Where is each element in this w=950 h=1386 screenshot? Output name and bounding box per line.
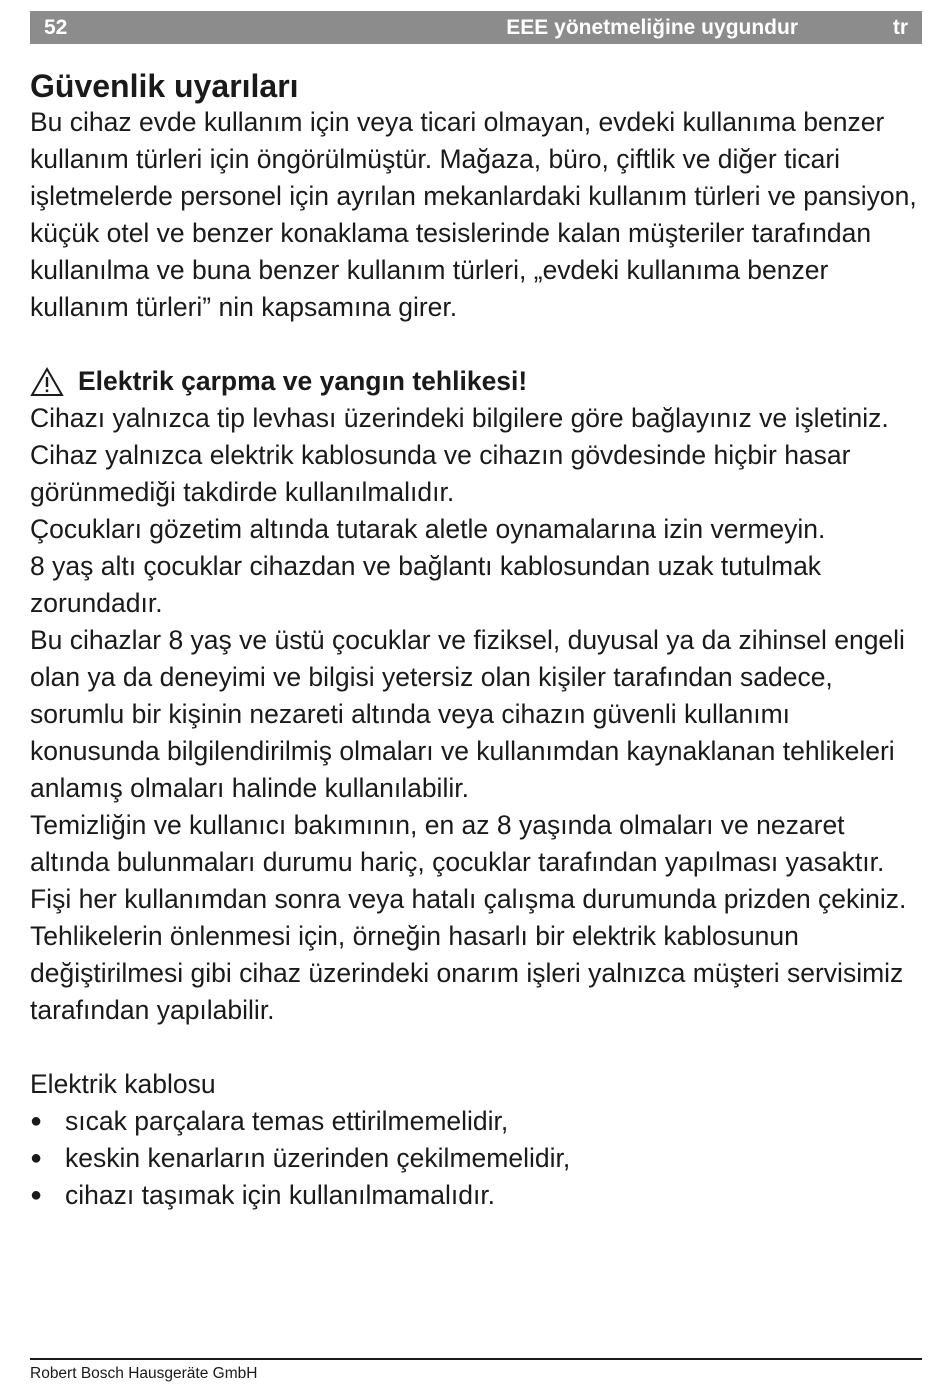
language-code: tr (892, 16, 908, 39)
list-item-text: cihazı taşımak için kullanılmamalıdır. (65, 1180, 496, 1210)
warning-paragraph: Bu cihazlar 8 yaş ve üstü çocuklar ve fiziksel, duyusal ya da zihinsel engeli olan ya da deneyimi ve bilgisi yetersiz olan kişiler tarafından sadece, sorumlu bir kişinin nezareti altında veya cihazın güvenli kullanımı konusunda bilgilendirilmiş olmaları ve kullanımdan kaynaklanan tehlikeleri anlamış olmaları halinde kullanılabilir. (30, 625, 905, 803)
warning-heading (30, 363, 925, 400)
list-item-text: sıcak parçalara temas ettirilmemelidir, (65, 1106, 509, 1136)
bullet-icon: ● (30, 1110, 43, 1132)
list-item (30, 1177, 925, 1214)
warning-heading-text: Elektrik çarpma ve yangın tehlikesi! (78, 366, 528, 396)
list-item (30, 1140, 925, 1177)
warning-paragraph: Temizliğin ve kullanıcı bakımının, en az 8 yaşında olmaları ve nezaret altında bulunmaları durumu hariç, çocuklar tarafından yapılması yasaktır. (30, 810, 885, 877)
warning-paragraph: 8 yaş altı çocuklar cihazdan ve bağlantı kablosundan uzak tutulmak zorundadır. (30, 551, 822, 618)
list-item-text: keskin kenarların üzerinden çekilmemelidir, (65, 1143, 571, 1173)
cord-label: Elektrik kablosu (30, 1069, 216, 1099)
running-title: EEE yönetmeliğine uygundur (506, 16, 798, 39)
bullet-icon: ● (30, 1147, 43, 1169)
warning-paragraph: Tehlikelerin önlenmesi için, örneğin hasarlı bir elektrik kablosunun değiştirilmesi gibi cihaz üzerindeki onarım işleri yalnızca müşteri servisimiz tarafından yapılabilir. (30, 921, 904, 1025)
warning-paragraph: Fişi her kullanımdan sonra veya hatalı çalışma durumunda prizden çekiniz. (30, 884, 907, 914)
bullet-icon: ● (30, 1184, 43, 1206)
section-title: Güvenlik uyarıları (30, 68, 299, 104)
warning-triangle-icon (30, 367, 64, 397)
page-number: 52 (44, 16, 68, 39)
list-item (30, 1103, 925, 1140)
warning-paragraph: Çocukları gözetim altında tutarak aletle oynamalarına izin vermeyin. (30, 514, 826, 544)
footer-divider (30, 1358, 922, 1360)
page-header-bar (30, 11, 922, 44)
intro-paragraph: Bu cihaz evde kullanım için veya ticari olmayan, evdeki kullanıma benzer kullanım türleri için öngörülmüştür. Mağaza, büro, çiftlik ve diğer ticari işletmelerde personel için ayrılan mekanlardaki kullanım türleri ve pansiyon, küçük otel ve benzer konaklama tesislerinde kalan müşteriler tarafından kullanılma ve buna benzer kullanım türleri, „evdeki kullanıma benzer kullanım türleri” nin kapsamına girer. (30, 107, 917, 322)
warning-paragraph: Cihazı yalnızca tip levhası üzerindeki bilgilere göre bağlayınız ve işletiniz. (30, 403, 889, 433)
cord-list (30, 1103, 925, 1214)
footer-company: Robert Bosch Hausgeräte GmbH (30, 1365, 258, 1382)
page-content (30, 66, 925, 1214)
warning-paragraph: Cihaz yalnızca elektrik kablosunda ve cihazın gövdesinde hiçbir hasar görünmediği takdirde kullanılmalıdır. (30, 440, 851, 507)
